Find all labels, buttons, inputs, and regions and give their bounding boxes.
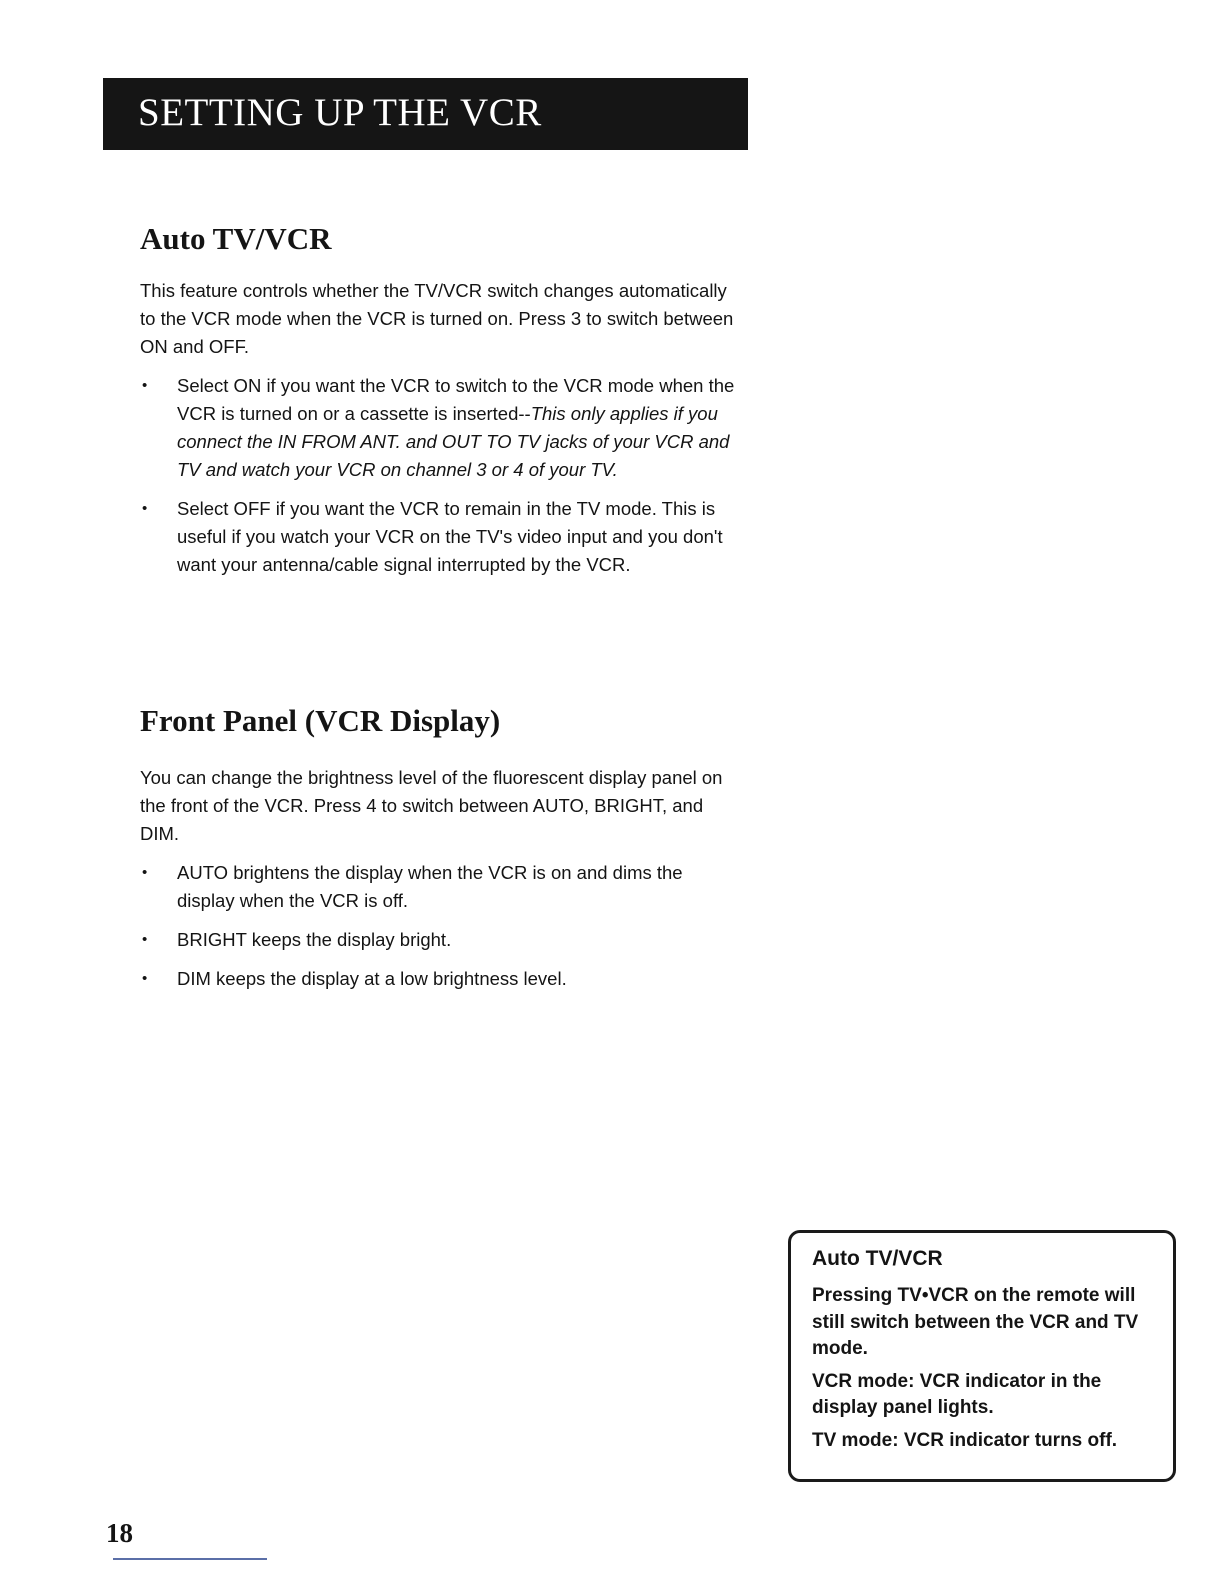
page-number: 18 (106, 1518, 133, 1548)
auto-tv-vcr-intro: This feature controls whether the TV/VCR switch changes automatically to the VCR mode when the VCR is turned on. Press 3 to switch between ON and OFF. (140, 280, 734, 358)
bullet-select-off (140, 495, 740, 579)
bullet-auto: • AUTO brightens the display when the VCR is on and dims the display when the VCR is off. (140, 859, 740, 915)
front-panel-intro: You can change the brightness level of the fluorescent display panel on the front of the VCR. Press 4 to switch between AUTO, BRIGHT, and DIM. (140, 767, 723, 845)
auto-tv-vcr-bullet-list (140, 372, 740, 579)
bullet-dim: • DIM keeps the display at a low brightness level. (140, 965, 740, 993)
front-panel-bullet-list (140, 859, 740, 993)
sidebar-note-heading: Auto TV/VCR (812, 1247, 943, 1270)
sidebar-note-paragraph: Pressing TV•VCR on the remote will still switch between the VCR and TV mode. (812, 1285, 1139, 1359)
auto-tv-vcr-heading: Auto TV/VCR (140, 221, 332, 256)
bullet-select-off-text: Select OFF if you want the VCR to remain in the TV mode. This is useful if you watch your VCR on the TV's video input and you don't want your antenna/cable signal interrupted by the VCR. (177, 498, 723, 576)
front-panel-section (140, 704, 740, 993)
bullet-select-on-note: This only applies if you connect the IN FROM ANT. and OUT TO TV jacks of your VCR and TV and watch your VCR on channel 3 or 4 of your TV. (177, 403, 730, 481)
footer-rule (113, 1558, 267, 1560)
front-panel-heading: Front Panel (VCR Display) (140, 703, 501, 738)
sidebar-note-paragraph: VCR mode: VCR indicator in the display panel lights. (812, 1370, 1102, 1418)
sidebar-note-box (788, 1230, 1176, 1482)
header-bar (103, 78, 748, 150)
bullet-select-on (140, 372, 740, 484)
bullet-bright: • BRIGHT keeps the display bright. (140, 926, 740, 954)
auto-tv-vcr-section (140, 222, 740, 579)
sidebar-note-paragraph: TV mode: VCR indicator turns off. (812, 1429, 1118, 1451)
bullet-select-on-text: Select ON if you want the VCR to switch to the VCR mode when the VCR is turned on or a cassette is inserted-- (177, 375, 735, 425)
page-title: SETTING UP THE VCR (138, 91, 542, 134)
